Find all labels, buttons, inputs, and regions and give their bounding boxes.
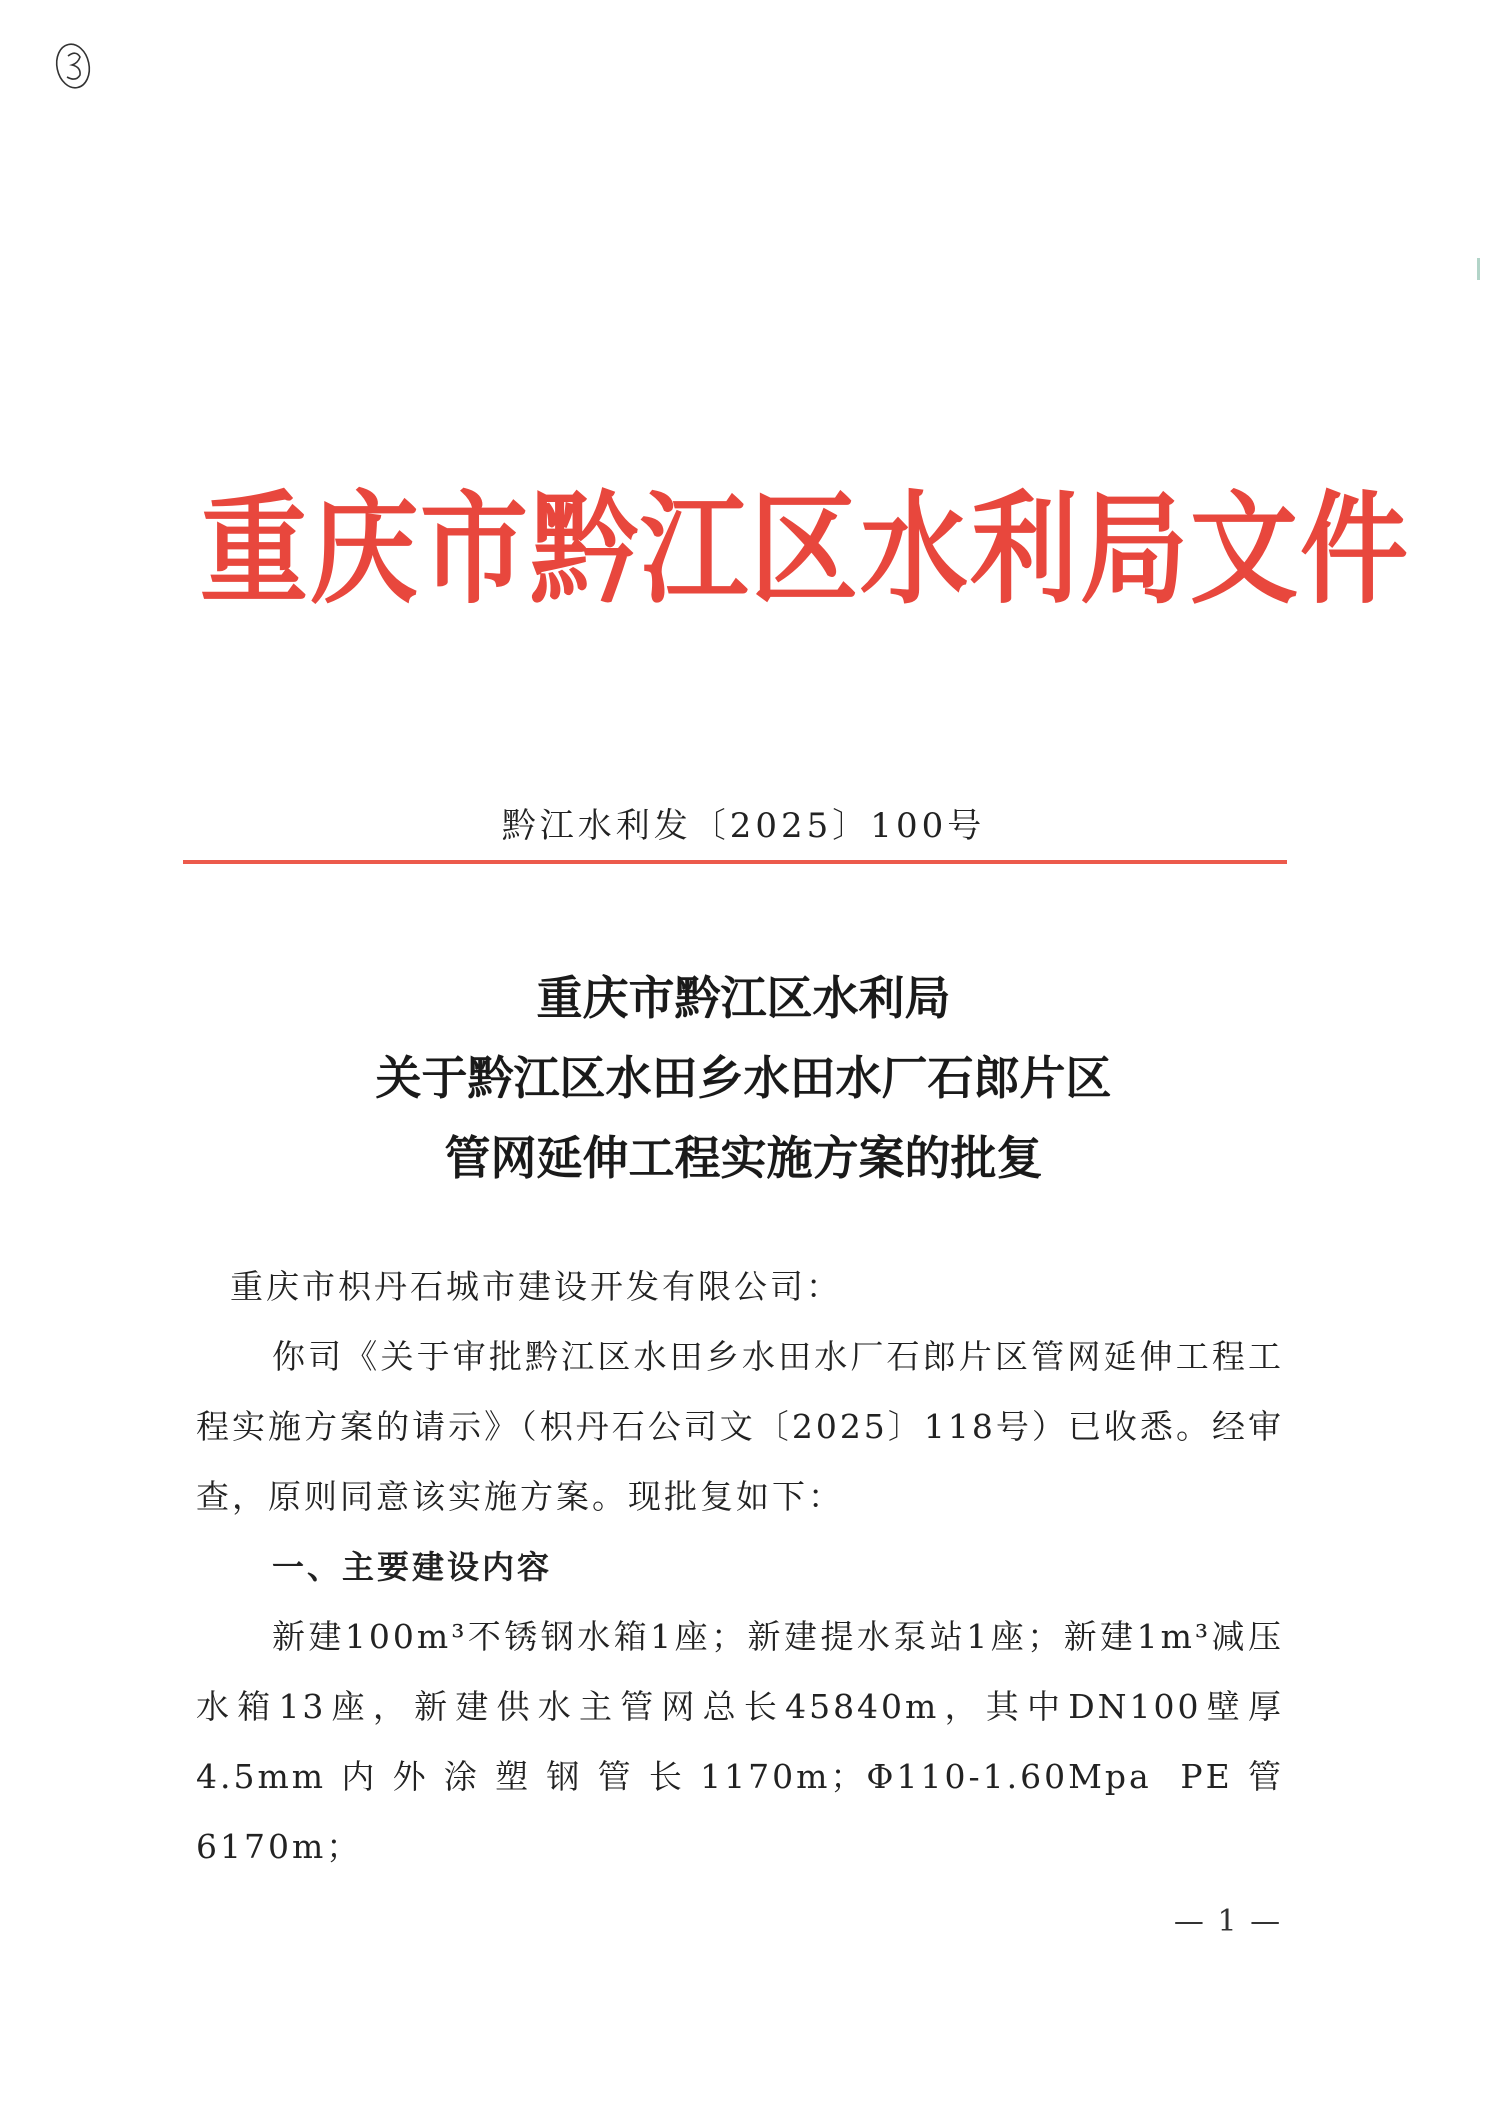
scan-edge-mark: [1477, 258, 1480, 280]
page-number: — 1 —: [1173, 1904, 1283, 1939]
title-line-3: 管网延伸工程实施方案的批复: [444, 1131, 1043, 1185]
section-heading-1: 一、主要建设内容: [272, 1548, 553, 1586]
document-number: 黔江水利发〔2025〕100号: [501, 806, 986, 846]
paragraph-intro: 你司《关于审批黔江区水田乡水田水厂石郎片区管网延伸工程工程实施方案的请示》（枳丹石公司文〔2025〕118号）已收悉。经审查，原则同意该实施方案。现批复如下：: [196, 1337, 1284, 1516]
document-body: [196, 1252, 1284, 1882]
issuer-header: 重庆市黔江区水利局文件: [200, 480, 1411, 621]
handwritten-circled-number: [52, 38, 98, 94]
title-line-1: 重庆市黔江区水利局: [536, 971, 951, 1025]
paragraph-construction: 新建100m³不锈钢水箱1座；新建提水泵站1座；新建1m³减压水箱13座，新建供水主管网总长45840m，其中DN100壁厚4.5mm内外涂塑钢管长1170m；Φ110-1.60Mpa PE管6170m；: [196, 1617, 1284, 1866]
salutation: 重庆市枳丹石城市建设开发有限公司：: [230, 1267, 842, 1306]
red-divider-line: [183, 860, 1287, 864]
document-title: [190, 958, 1297, 1198]
title-line-2: 关于黔江区水田乡水田水厂石郎片区: [375, 1051, 1112, 1105]
